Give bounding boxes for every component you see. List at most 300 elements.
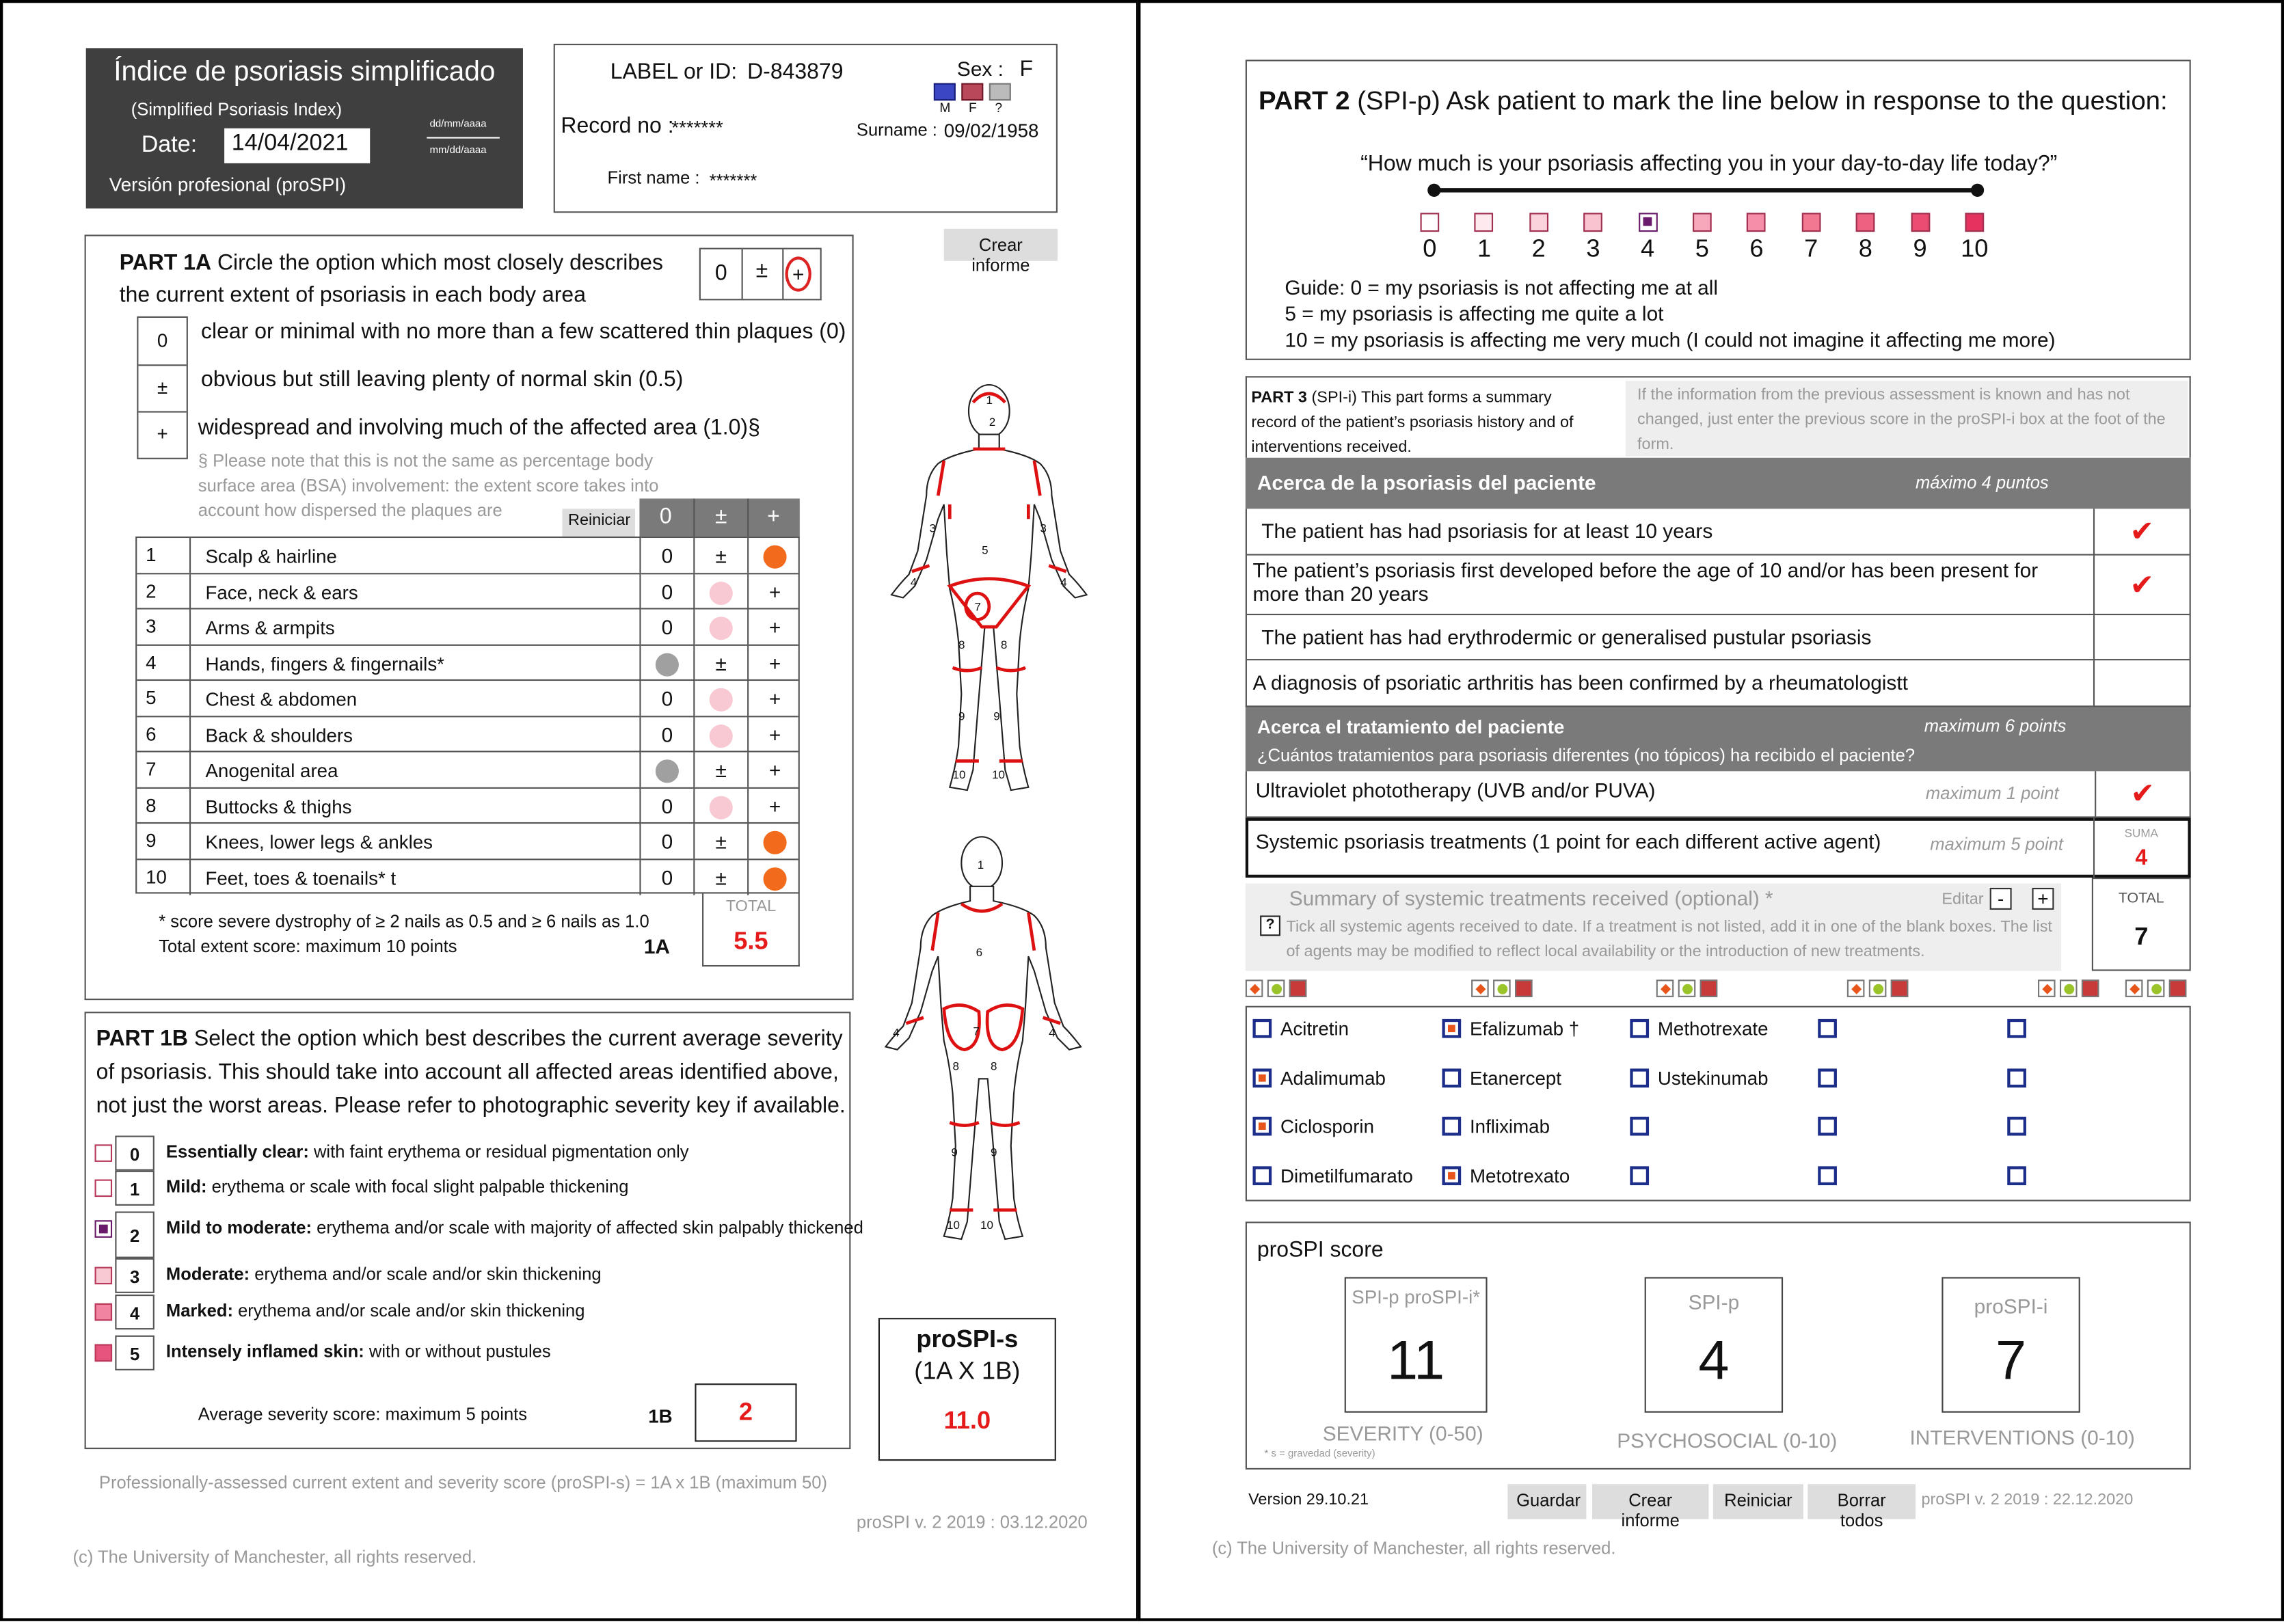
drug-checkbox[interactable]: [1442, 1068, 1461, 1087]
delete-column-icon[interactable]: [2169, 979, 2187, 997]
extent-option-zero[interactable]: 0: [661, 865, 673, 889]
row-area: Knees, lower legs & ankles: [205, 830, 433, 853]
vas-number: 6: [1749, 234, 1764, 262]
row-area: Scalp & hairline: [205, 545, 337, 567]
drug-checkbox[interactable]: [1630, 1166, 1649, 1185]
history-check[interactable]: ✔: [2130, 569, 2155, 602]
column-control-group: [2125, 978, 2192, 999]
extent-option-plus[interactable]: +: [768, 794, 781, 817]
history-check[interactable]: ✔: [2130, 516, 2155, 548]
label-id-label: LABEL or ID:: [610, 59, 738, 85]
table-row: [137, 859, 798, 895]
help-icon[interactable]: ?: [1260, 915, 1280, 936]
row-number: 10: [146, 865, 167, 887]
date-format-1: dd/mm/aaaa: [429, 119, 487, 130]
record-label: Record no :: [561, 113, 674, 139]
form-title: Índice de psoriasis simplificado: [113, 57, 496, 87]
date-input[interactable]: 14/04/2021: [224, 128, 370, 163]
systemic-row: [1246, 818, 2191, 878]
drug-name: Infliximab: [1469, 1115, 1550, 1137]
tag-1a: 1A: [643, 934, 670, 958]
drug-checkbox[interactable]: [2007, 1019, 2026, 1038]
body-area-number: 8: [952, 1059, 960, 1073]
row-divider: [189, 538, 191, 573]
drug-checkbox[interactable]: [2007, 1117, 2026, 1136]
history-text: The patient has had psoriasis for at least 10 years: [1261, 519, 1713, 543]
extent-option-plus[interactable]: +: [768, 722, 781, 746]
body-area-number: 8: [990, 1059, 997, 1073]
part-1a-key: [699, 248, 822, 301]
add-column-icon[interactable]: [2060, 979, 2078, 997]
diamond-icon: [2042, 984, 2052, 994]
row-number: 7: [146, 758, 157, 781]
vas-option-8[interactable]: [1856, 213, 1875, 232]
surname-value[interactable]: 09/02/1958: [943, 119, 1039, 141]
circle-icon: [1272, 984, 1282, 994]
section-history-max: máximo 4 puntos: [1916, 472, 2049, 493]
body-area-number: 10: [952, 768, 966, 781]
col-header-plusminus: ±: [693, 498, 749, 536]
option-symbol: +: [157, 422, 168, 445]
part-2-guide: [1285, 274, 2055, 353]
severity-number: 0: [115, 1136, 154, 1171]
vas-option-4[interactable]: [1638, 213, 1657, 232]
vas-option-7[interactable]: [1801, 213, 1821, 232]
col-header-plus: +: [767, 504, 780, 530]
vas-option-10[interactable]: [1965, 213, 1984, 232]
severity-list: [86, 1136, 863, 1413]
history-text: A diagnosis of psoriatic arthritis has been confirmed by a rheumatologistt: [1252, 671, 1908, 694]
severity-radio[interactable]: [95, 1303, 113, 1321]
delete-column-icon[interactable]: [1700, 979, 1718, 997]
guardar-button[interactable]: Guardar: [1507, 1484, 1586, 1519]
move-column-icon[interactable]: [1847, 979, 1865, 997]
severity-number: 3: [115, 1258, 154, 1293]
interventions-score-box: [1942, 1277, 2080, 1412]
editar-label: Editar: [1942, 891, 1984, 908]
systemic-text: Systemic psoriasis treatments (1 point for each different active agent): [1255, 829, 1881, 853]
severity-bold-label: Mild to moderate:: [165, 1217, 312, 1238]
row-area: Back & shoulders: [205, 723, 353, 746]
option-symbol: 0: [138, 318, 186, 366]
surname-label: Surname :: [856, 119, 937, 140]
add-column-icon[interactable]: [1493, 979, 1511, 997]
sex-opt-f-label: F: [968, 100, 977, 116]
body-area-number: 4: [1060, 576, 1067, 589]
row-divider: [189, 753, 191, 787]
drug-checkbox[interactable]: [1252, 1117, 1272, 1136]
option-text: widespread and involving much of the affected area (1.0)§: [198, 415, 760, 441]
nail-footnote: * score severe dystrophy of ≥ 2 nails as 0.5 and ≥ 6 nails as 1.0: [159, 911, 649, 932]
col-header-zero: 0: [659, 504, 672, 530]
total-1a-label: TOTAL: [725, 897, 777, 916]
drug-checkbox[interactable]: [1252, 1166, 1272, 1185]
diamond-icon: [1475, 984, 1486, 994]
drug-checkbox[interactable]: [1442, 1166, 1461, 1185]
interventions-score-head: proSPI-i: [1974, 1295, 2048, 1318]
crear-informe-button-2[interactable]: Crear informe: [1592, 1484, 1708, 1519]
drug-name: Dimetilfumarato: [1280, 1165, 1413, 1187]
body-area-number: 9: [990, 1146, 997, 1159]
column-control-group: [1246, 978, 1313, 999]
extent-option-zero[interactable]: 0: [661, 829, 673, 853]
drug-checkbox[interactable]: [2007, 1068, 2026, 1087]
severity-radio-fill: [99, 1225, 108, 1234]
move-column-icon[interactable]: [1471, 979, 1489, 997]
severity-text: erythema or scale with focal slight palpable thickening: [206, 1176, 629, 1197]
section-treatment-max: maximum 6 points: [1924, 716, 2067, 737]
row-area: Face, neck & ears: [205, 580, 358, 603]
drug-checkbox[interactable]: [2007, 1166, 2026, 1185]
severity-text: erythema and/or scale with majority of affected skin palpably thickened: [312, 1217, 863, 1238]
extent-option-plus[interactable]: +: [768, 651, 781, 675]
vas-line: [1434, 188, 1978, 192]
body-area-number: 7: [973, 1025, 980, 1038]
vas-number: 9: [1913, 234, 1927, 262]
guide-line: 5 = my psoriasis is affecting me quite a lot: [1285, 301, 1664, 325]
row-area: Buttocks & thighs: [205, 795, 352, 817]
severity-radio[interactable]: [95, 1344, 113, 1362]
severity-bold-label: Mild:: [165, 1176, 207, 1197]
option-symbols: [137, 316, 188, 459]
history-text: The patient has had erythrodermic or generalised pustular psoriasis: [1261, 625, 1872, 649]
vas-option-9[interactable]: [1911, 213, 1930, 232]
severity-description: [166, 1264, 602, 1284]
move-column-icon[interactable]: [1246, 979, 1263, 997]
section-history-header: [1246, 458, 2191, 509]
prospi-s-formula: (1A X 1B): [914, 1357, 1021, 1385]
row-number: 1: [146, 543, 157, 566]
vas-option-3[interactable]: [1584, 213, 1603, 232]
sex-opt-m-label: M: [939, 100, 951, 116]
prospi-s-footnote: Professionally-assessed current extent and severity score (proSPI-s) = 1A x 1B (maximum 50): [98, 1472, 828, 1493]
history-divider: [2093, 660, 2095, 707]
drug-checkbox[interactable]: [1818, 1117, 1837, 1136]
extent-option-plusminus[interactable]: ±: [715, 651, 727, 675]
extent-option-plus[interactable]: [749, 859, 801, 894]
severity-note: * s = gravedad (severity): [1264, 1449, 1375, 1460]
add-column-icon[interactable]: [1678, 979, 1696, 997]
reiniciar-button[interactable]: Reiniciar: [1713, 1484, 1803, 1519]
column-control-group: [1471, 978, 1538, 999]
body-area-number: 1: [986, 393, 993, 407]
part-1a-title: PART 1A Circle the option which most closely describes the current extent of psoriasis in each body area: [119, 250, 663, 308]
uv-max: maximum 1 point: [1925, 783, 2059, 804]
body-area-number: 4: [893, 1026, 900, 1040]
body-area-number: 10: [992, 768, 1006, 781]
key-zero: 0: [701, 249, 743, 299]
body-area-number: 10: [947, 1219, 960, 1232]
total-i-box: [2092, 878, 2191, 971]
part-3-info: If the information from the previous assessment is known and has not changed, just enter the previous score in the proSPI-i box at the foot of the form.: [1626, 381, 2188, 457]
extent-option-plusminus[interactable]: ±: [715, 543, 727, 567]
selected-marker: [764, 831, 787, 854]
drug-checkbox[interactable]: [1630, 1068, 1649, 1087]
psychosocial-score-value: 4: [1698, 1331, 1730, 1392]
history-row: [1247, 615, 2190, 660]
vas-number: 3: [1586, 234, 1600, 262]
extent-option-plus[interactable]: [749, 824, 801, 858]
suma-label: SUMA: [2124, 826, 2158, 840]
part-1a-panel: [85, 234, 854, 1000]
table-row: [137, 753, 798, 788]
body-back-figure: [874, 828, 1085, 1243]
body-area-number: 10: [980, 1219, 993, 1232]
right-version: Version 29.10.21: [1248, 1491, 1369, 1509]
row-area: Feet, toes & toenails* t: [205, 867, 397, 889]
move-column-icon[interactable]: [2125, 979, 2143, 997]
sex-value: F: [1019, 57, 1034, 82]
part-2-question: “How much is your psoriasis affecting you in your day-to-day life today?”: [1360, 151, 2058, 177]
add-column-icon[interactable]: [2147, 979, 2165, 997]
interventions-caption: INTERVENTIONS (0-10): [1909, 1425, 2135, 1450]
severity-number: 5: [115, 1336, 154, 1370]
row-area: Chest & abdomen: [205, 688, 358, 710]
table-row: [137, 645, 798, 681]
row-number: 3: [146, 615, 157, 638]
circle-icon: [2151, 984, 2162, 994]
row-number: 9: [146, 829, 157, 852]
move-column-icon[interactable]: [2038, 979, 2056, 997]
diamond-icon: [1661, 984, 1671, 994]
extent-option-plus[interactable]: +: [768, 579, 781, 603]
vas-option-2[interactable]: [1529, 213, 1548, 232]
vas-selected-fill: [1643, 217, 1652, 226]
row-number: 8: [146, 794, 157, 816]
extent-option-plusminus[interactable]: [695, 610, 747, 645]
history-row: [1247, 660, 2190, 707]
column-control-group: [1656, 978, 1723, 999]
history-row: [1247, 509, 2190, 555]
drug-checkbox[interactable]: [1818, 1019, 1837, 1038]
extent-option-zero[interactable]: [641, 645, 694, 680]
selected-marker: [764, 867, 787, 891]
extent-option-plusminus[interactable]: [695, 716, 747, 751]
extent-option-zero[interactable]: 0: [661, 794, 673, 817]
drug-checkbox[interactable]: [1442, 1019, 1461, 1038]
extent-option-plusminus[interactable]: [695, 681, 747, 716]
date-format-2: mm/dd/aaaa: [429, 146, 487, 157]
body-area-number: 3: [1040, 522, 1047, 535]
sex-option-m[interactable]: [934, 83, 956, 101]
record-value[interactable]: *******: [671, 116, 723, 139]
selected-marker: [710, 582, 733, 605]
drug-checkbox[interactable]: [1442, 1117, 1461, 1136]
left-copyright: (c) The University of Manchester, all rights reserved.: [72, 1547, 477, 1567]
guide-line: 10 = my psoriasis is affecting me very much (I could not imagine it affecting me more): [1285, 327, 2056, 352]
delete-column-icon[interactable]: [1289, 979, 1307, 997]
selected-marker: [656, 760, 679, 783]
body-area-number: 5: [982, 543, 989, 557]
body-area-number: 4: [910, 576, 917, 589]
severity-score-value: 11: [1387, 1331, 1445, 1392]
first-name-value[interactable]: *******: [709, 170, 757, 191]
systemic-max: maximum 5 point: [1930, 834, 2064, 854]
drug-checkbox[interactable]: [1630, 1019, 1649, 1038]
extent-max-note: Total extent score: maximum 10 points: [159, 936, 457, 957]
severity-number: 4: [115, 1295, 154, 1329]
body-area-number: 9: [993, 709, 1000, 723]
severity-description: [166, 1341, 551, 1362]
drug-checkbox[interactable]: [1630, 1117, 1649, 1136]
column-edit-controls: [1246, 978, 2192, 1001]
circle-icon: [1682, 984, 1693, 994]
delete-column-icon[interactable]: [1515, 979, 1533, 997]
table-row: [137, 788, 798, 824]
selected-marker: [710, 796, 733, 819]
add-column-icon[interactable]: [1869, 979, 1887, 997]
history-text: The patient’s psoriasis first developed before the age of 10 and/or has been present for more than 20 years: [1252, 558, 2039, 606]
psychosocial-score-box: [1645, 1277, 1783, 1412]
total-1a-box: [702, 893, 800, 966]
suma-value: 4: [2135, 845, 2148, 871]
body-area-number: 9: [951, 1146, 958, 1159]
body-area-number: 3: [929, 522, 936, 535]
delete-column-icon[interactable]: [2082, 979, 2099, 997]
severity-radio[interactable]: [95, 1180, 113, 1197]
body-area-number: 6: [976, 946, 983, 960]
extent-option-plus[interactable]: +: [768, 615, 781, 639]
psychosocial-caption: PSYCHOSOCIAL (0-10): [1617, 1429, 1838, 1452]
severity-description: [166, 1141, 689, 1162]
extent-option-zero[interactable]: 0: [661, 615, 673, 639]
extent-option-zero[interactable]: 0: [661, 722, 673, 746]
summary-title: Summary of systemic treatments received (optional) *: [1289, 886, 1773, 910]
circle-icon: [1873, 984, 1883, 994]
right-copyright: (c) The University of Manchester, all rights reserved.: [1211, 1538, 1616, 1559]
vas-option-0[interactable]: [1421, 213, 1440, 232]
label-id-value[interactable]: D-843879: [747, 59, 844, 85]
severity-bold-label: Moderate:: [165, 1264, 250, 1285]
severity-description: [166, 1301, 585, 1321]
vas-option-6[interactable]: [1747, 213, 1766, 232]
delete-column-icon[interactable]: [1891, 979, 1909, 997]
vas-end-dot: [1971, 184, 1984, 197]
drug-checkbox[interactable]: [1252, 1068, 1272, 1087]
extent-option-plus[interactable]: +: [768, 686, 781, 710]
extent-option-plusminus[interactable]: [695, 788, 747, 823]
table-row: [137, 681, 798, 716]
borrar-todos-button[interactable]: Borrar todos: [1808, 1484, 1916, 1519]
right-version-2: proSPI v. 2 2019 : 22.12.2020: [1921, 1491, 2134, 1509]
circle-icon: [2064, 984, 2074, 994]
interventions-score-value: 7: [1996, 1331, 2027, 1392]
extent-option-plusminus[interactable]: [695, 573, 747, 608]
right-sheet: [1138, 0, 2284, 1621]
extent-option-plusminus[interactable]: ±: [715, 865, 727, 889]
body-front-figure: [877, 379, 1088, 802]
avg-severity-label: Average severity score: maximum 5 points: [198, 1403, 528, 1424]
option-text: obvious but still leaving plenty of normal skin (0.5): [201, 367, 684, 392]
circle-icon: [1497, 984, 1507, 994]
selected-marker: [656, 653, 679, 676]
drug-checkbox[interactable]: [1818, 1166, 1837, 1185]
drug-name: Efalizumab †: [1469, 1017, 1580, 1040]
summary-panel: [1246, 884, 2061, 971]
vas-start-dot: [1427, 184, 1440, 197]
severity-radio[interactable]: [95, 1144, 113, 1162]
drug-check-fill: [1259, 1122, 1266, 1130]
summary-text: Tick all systemic agents received to date. If a treatment is not listed, add it in one of the blank boxes. The list of agents may be modified to reflect local availability or the introduction of new treatments.: [1286, 918, 2052, 961]
date-label: Date:: [141, 133, 198, 158]
vas-number: 8: [1858, 234, 1872, 262]
severity-caption: SEVERITY (0-50): [1322, 1421, 1483, 1445]
extent-option-plusminus[interactable]: ±: [715, 829, 727, 853]
row-number: 2: [146, 579, 157, 601]
vas-option-1[interactable]: [1475, 213, 1494, 232]
psychosocial-score-head: SPI-p: [1688, 1290, 1740, 1314]
drug-check-fill: [1448, 1025, 1455, 1032]
drug-name: Adalimumab: [1280, 1067, 1386, 1090]
move-column-icon[interactable]: [1656, 979, 1674, 997]
key-plus-circled: +: [785, 256, 811, 291]
severity-number: 1: [115, 1171, 154, 1206]
date-format-divider: [427, 137, 500, 138]
severity-description: [166, 1217, 863, 1238]
bsa-note: § Please note that this is not the same as percentage body surface area (BSA) involvement: the extent score takes into account how dispersed the plaques are: [198, 450, 659, 521]
add-row-button[interactable]: +: [2032, 888, 2054, 910]
drug-checkbox[interactable]: [1252, 1019, 1272, 1038]
remove-row-button[interactable]: -: [1990, 888, 2012, 910]
key-plusminus: ±: [742, 249, 784, 299]
section-treatment-header: [1246, 707, 2191, 771]
option-text: clear or minimal with no more than a few scattered thin plaques (0): [201, 319, 846, 344]
crear-informe-button[interactable]: Crear informe: [944, 229, 1058, 261]
prospi-score-title: proSPI score: [1257, 1237, 1384, 1263]
vas-number: 4: [1641, 234, 1655, 262]
extent-option-plus[interactable]: [749, 538, 801, 573]
uv-check[interactable]: ✔: [2130, 778, 2155, 811]
diamond-icon: [2130, 984, 2140, 994]
table-row: [137, 716, 798, 752]
extent-option-zero[interactable]: 0: [661, 686, 673, 710]
row-number: 5: [146, 686, 157, 709]
extent-option-plus[interactable]: +: [768, 758, 781, 782]
drug-name: Ciclosporin: [1280, 1115, 1375, 1137]
table-row: [137, 824, 798, 859]
row-divider: [189, 824, 191, 858]
severity-radio[interactable]: [95, 1220, 113, 1238]
extent-option-zero[interactable]: 0: [661, 543, 673, 567]
sex-option-unknown[interactable]: [989, 83, 1011, 101]
add-column-icon[interactable]: [1267, 979, 1285, 997]
vas-number: 5: [1695, 234, 1709, 262]
vas-number: 2: [1531, 234, 1546, 262]
option-symbol: ±: [138, 364, 186, 412]
extent-option-plusminus[interactable]: ±: [715, 758, 727, 782]
total-1a-value: 5.5: [734, 927, 768, 956]
sex-option-f[interactable]: [961, 83, 983, 101]
part-1b-panel: [85, 1012, 863, 1449]
severity-score-head: SPI-p proSPI-i*: [1352, 1286, 1481, 1308]
selected-marker: [710, 688, 733, 712]
severity-radio[interactable]: [95, 1267, 113, 1284]
body-area-number: 7: [974, 600, 981, 614]
drug-checkbox[interactable]: [1818, 1068, 1837, 1087]
vas-option-5[interactable]: [1693, 213, 1712, 232]
sex-opt-unknown-label: ?: [995, 100, 1003, 116]
part-1b-title: PART 1B Select the option which best describes the current average severity of psoriasis. This should take into account all affected areas identified above, not just the worst areas. Please refer to photographic severity key if available.: [96, 1026, 846, 1118]
row-number: 4: [146, 651, 157, 673]
extent-option-zero[interactable]: [641, 753, 694, 787]
extent-option-zero[interactable]: 0: [661, 579, 673, 603]
body-area-number: 9: [958, 709, 965, 723]
part-1a-reset-button[interactable]: Reiniciar: [562, 509, 635, 537]
section-treatment-title: Acerca el tratamiento del paciente: [1257, 716, 1565, 738]
body-area-number: 8: [958, 638, 965, 652]
history-divider: [2093, 615, 2095, 660]
row-number: 6: [146, 722, 157, 744]
